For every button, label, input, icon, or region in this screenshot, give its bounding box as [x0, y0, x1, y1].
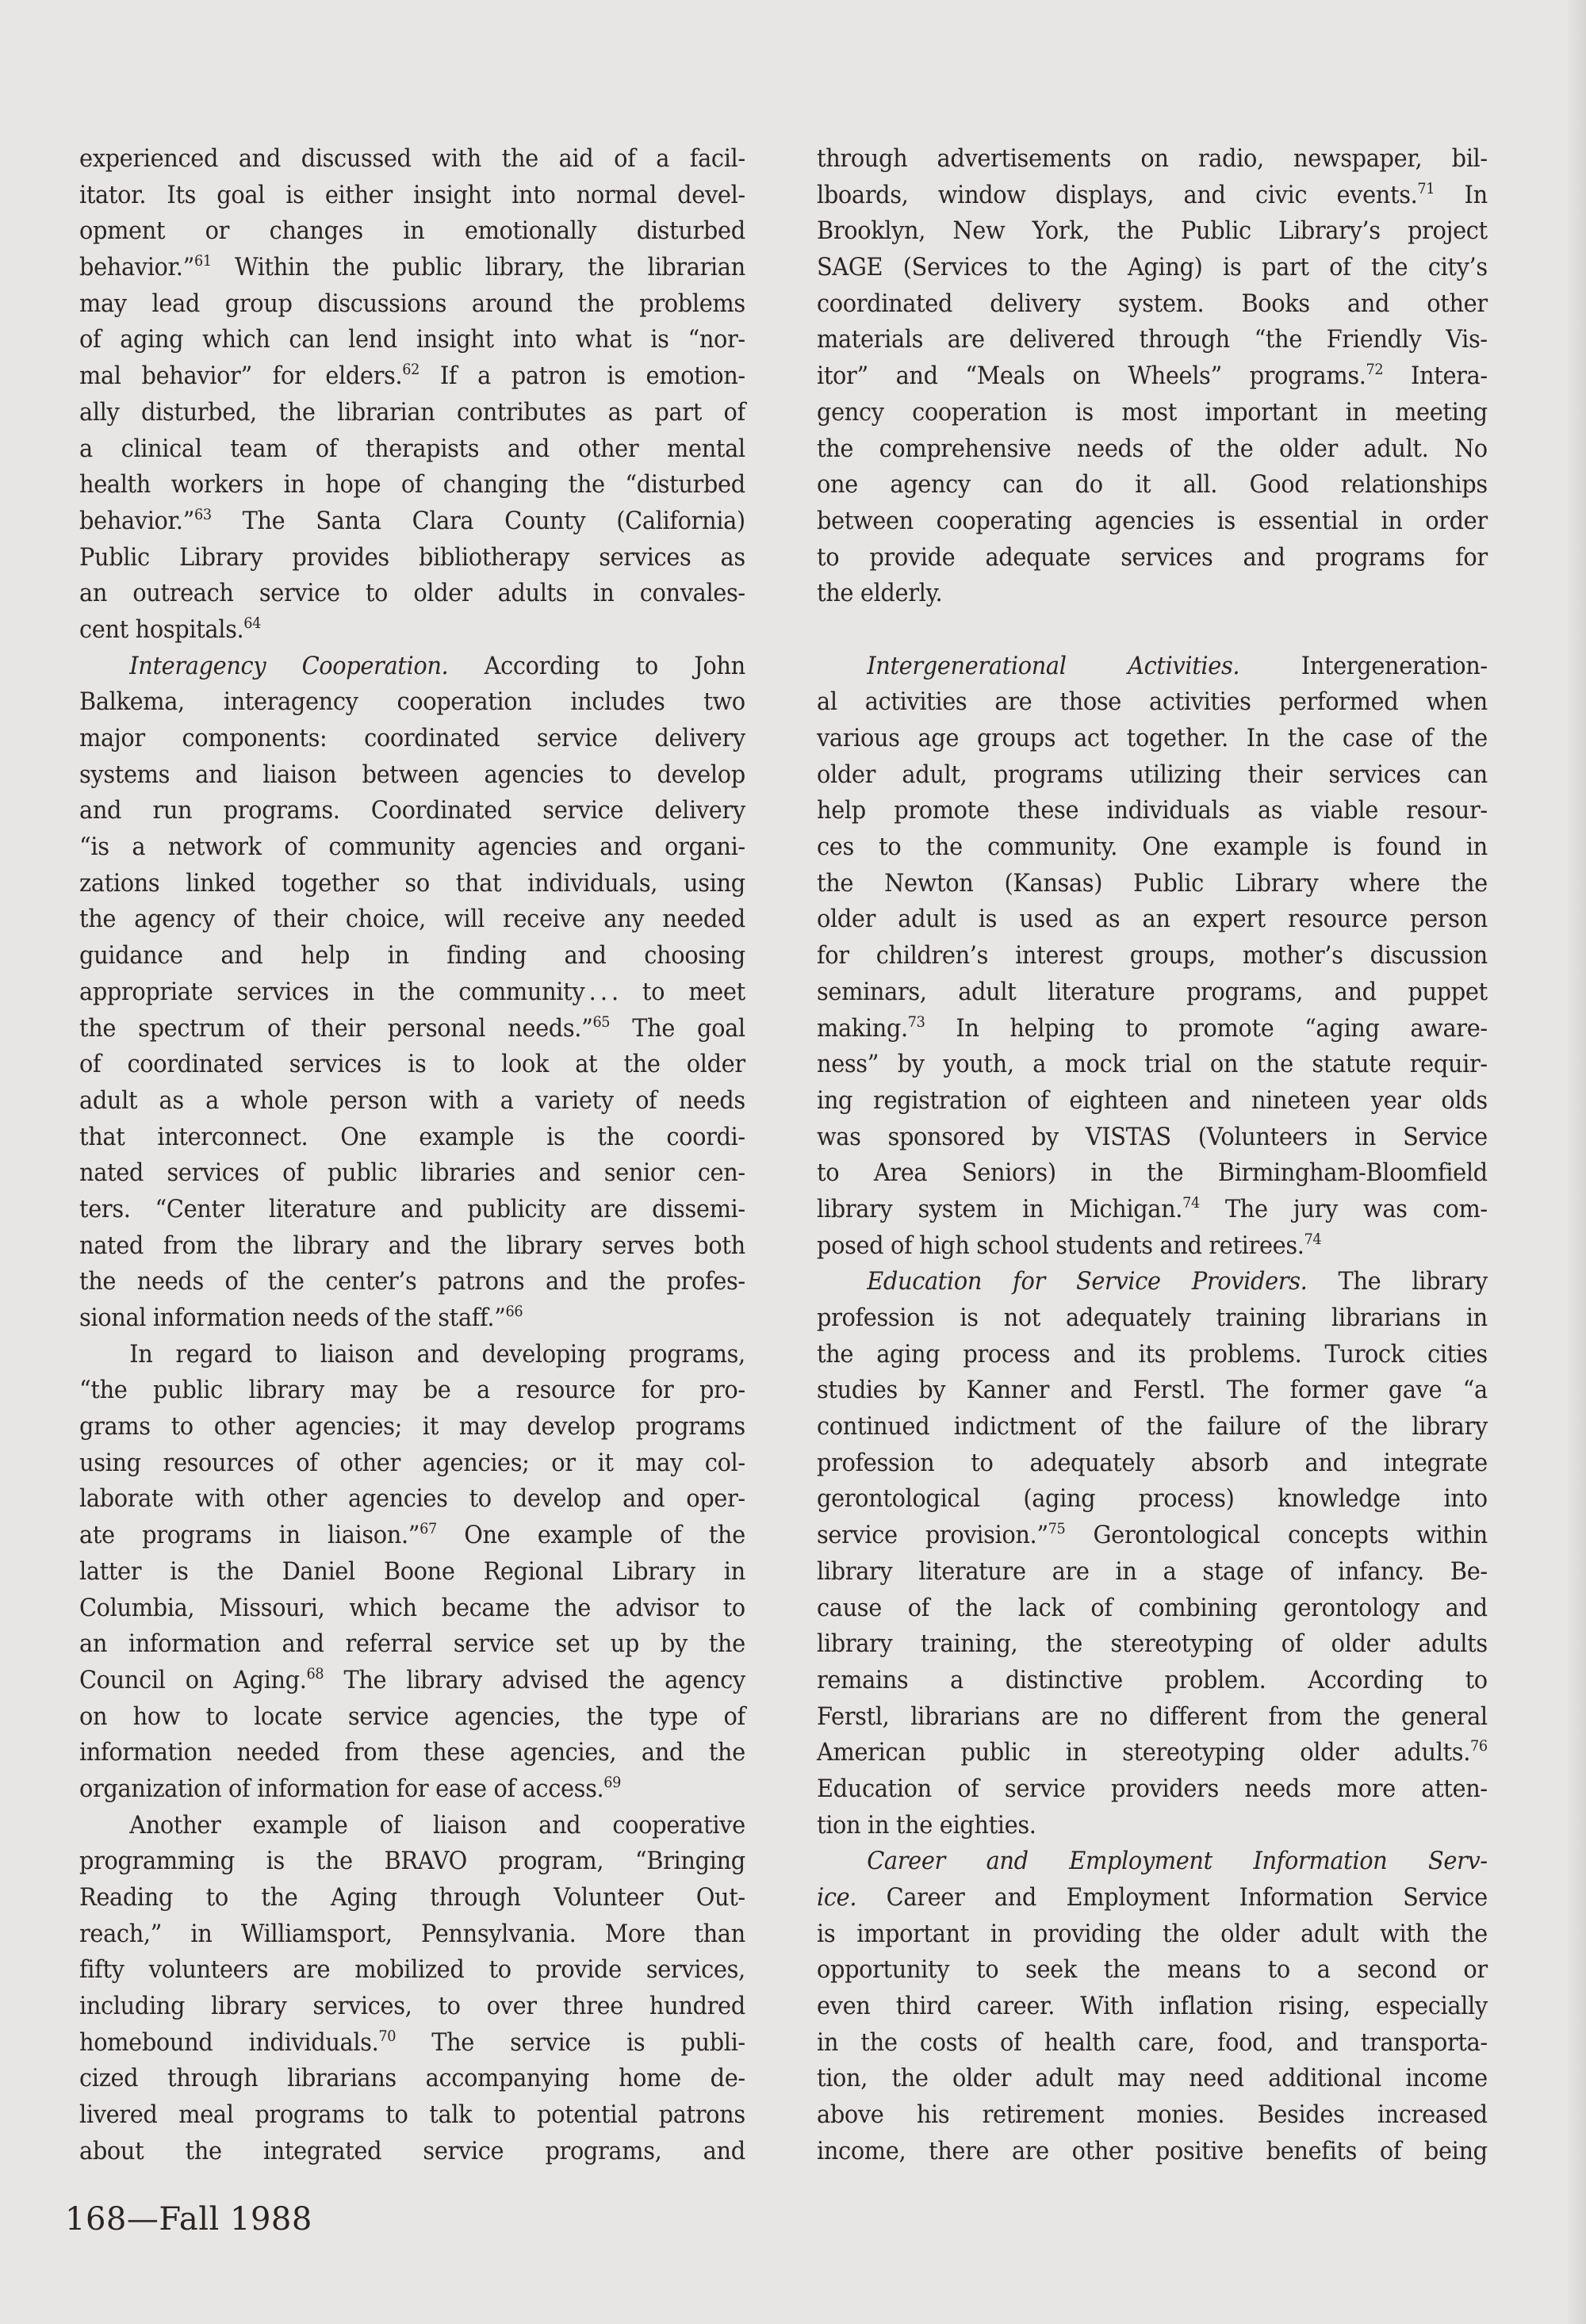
- footnote-reference: 73: [907, 1013, 925, 1031]
- text-line: [79, 2025, 745, 2062]
- text-line: [817, 1373, 1488, 1409]
- text-line: [817, 1337, 1488, 1373]
- text-line: [79, 938, 745, 974]
- line-text: of coordinated services is to look at the older: [79, 1050, 745, 1079]
- line-text: profession is not adequately training librarians in: [817, 1304, 1488, 1332]
- line-text: SAGE (Services to the Aging) is part of the city’s: [817, 253, 1488, 282]
- line-text: gerontological (aging process) knowledge into: [817, 1484, 1488, 1514]
- footnote-reference: 70: [378, 2027, 396, 2045]
- text-line: [817, 938, 1488, 974]
- line-text: ness” by youth, a mock trial on the statute requir-: [817, 1050, 1488, 1079]
- line-text: on how to locate service agencies, the type of: [79, 1702, 745, 1731]
- line-text: mal behavior” for elders.: [79, 362, 403, 391]
- run-in-heading: Education for Service Providers.: [867, 1267, 1308, 1296]
- text-line: [817, 431, 1488, 468]
- text-line: [79, 829, 745, 866]
- line-text: in the costs of health care, food, and transporta-: [817, 2027, 1488, 2057]
- footnote-reference: 69: [603, 1773, 622, 1791]
- line-text: posed of high school students and retirees.: [817, 1231, 1304, 1260]
- line-text: al activities are those activities performed when: [817, 687, 1488, 717]
- line-text: “the public library may be a resource for pro-: [79, 1376, 745, 1405]
- text-line: [79, 1228, 745, 1265]
- line-text: Reading to the Aging through Volunteer Out-: [79, 1883, 745, 1912]
- text-line: [817, 1445, 1488, 1482]
- line-text: the elderly.: [817, 579, 943, 608]
- line-text: for children’s interest groups, mother’s discussion: [817, 941, 1488, 971]
- line-text: According to John: [448, 651, 745, 680]
- text-line: [79, 1481, 745, 1518]
- line-text: In helping to promote “aging aware-: [925, 1013, 1488, 1043]
- line-text: making.: [817, 1013, 908, 1043]
- text-line: [817, 866, 1488, 902]
- text-line: [817, 1518, 1488, 1554]
- line-text: profession to adequately absorb and integrate: [817, 1448, 1488, 1477]
- text-line: [79, 213, 745, 250]
- text-line: [79, 1011, 745, 1047]
- text-line: [79, 467, 745, 503]
- section-run-in-heading-line: [817, 1844, 1488, 1880]
- line-text: ate programs in liaison.”: [79, 1521, 420, 1550]
- line-text: The library advised the agency: [324, 1665, 745, 1694]
- text-line: [79, 1337, 745, 1373]
- line-text: cause of the lack of combining gerontology and: [817, 1593, 1488, 1622]
- line-text: “is a network of community agencies and organi-: [79, 833, 745, 862]
- line-text: an information and referral service set up by the: [79, 1629, 745, 1659]
- line-text: is important in providing the older adult with the: [817, 1919, 1488, 1948]
- text-line: [817, 1916, 1488, 1953]
- text-line: [817, 395, 1488, 431]
- text-line: [817, 721, 1488, 757]
- text-line: [817, 974, 1488, 1011]
- line-text: The library: [1307, 1267, 1488, 1296]
- text-line: [79, 358, 745, 395]
- line-text: nated from the library and the library serves both: [79, 1231, 745, 1260]
- text-line: [817, 2061, 1488, 2097]
- run-in-heading: Interagency Cooperation.: [129, 651, 449, 680]
- line-text: the comprehensive needs of the older adult. No: [817, 434, 1488, 463]
- line-text: the needs of the center’s patrons and the profes-: [79, 1267, 745, 1296]
- text-line: [79, 1445, 745, 1482]
- line-text: homebound individuals.: [79, 2027, 379, 2057]
- line-text: Balkema, interagency cooperation includes two: [79, 687, 745, 717]
- line-text: Within the public library, the librarian: [211, 253, 745, 282]
- right-column: [817, 141, 1488, 2170]
- text-line: [79, 1300, 745, 1337]
- line-text: systems and liaison between agencies to develop: [79, 760, 745, 789]
- line-text: One example of the: [436, 1521, 745, 1550]
- text-line: [79, 1699, 745, 1736]
- line-text: Education of service providers needs more atten-: [817, 1774, 1488, 1803]
- line-text: cized through librarians accompanying home de-: [79, 2064, 745, 2093]
- text-line: [817, 322, 1488, 358]
- footnote-reference: 72: [1366, 361, 1384, 379]
- line-text: The Santa Clara County (California): [211, 506, 745, 535]
- line-text: livered meal programs to talk to potential patrons: [79, 2100, 745, 2130]
- line-text: lboards, window displays, and civic events.: [817, 180, 1418, 209]
- line-text: The goal: [610, 1013, 745, 1043]
- text-line: [79, 1047, 745, 1083]
- footnote-reference: 71: [1417, 179, 1435, 197]
- text-line: [817, 1880, 1488, 1916]
- line-text: itor” and “Meals on Wheels” programs.: [817, 362, 1366, 391]
- line-text: to Area Seniors) in the Birmingham-Bloomfield: [817, 1158, 1488, 1188]
- text-line: [817, 1735, 1488, 1771]
- text-line: [79, 1083, 745, 1120]
- line-text: If a patron is emotion-: [419, 362, 745, 391]
- text-line: [79, 1880, 745, 1916]
- line-text: tion in the eighties.: [817, 1810, 1036, 1840]
- line-text: opment or changes in emotionally disturbed: [79, 216, 745, 246]
- line-text: opportunity to seek the means to a second or: [817, 1955, 1488, 1985]
- text-line: [79, 2097, 745, 2134]
- line-text: experienced and discussed with the aid of a facil-: [79, 144, 745, 173]
- text-line: [79, 1192, 745, 1228]
- footnote-reference: 68: [306, 1664, 324, 1683]
- line-text: about the integrated service programs, and: [79, 2136, 745, 2165]
- line-text: zations linked together so that individuals, using: [79, 868, 745, 898]
- text-line: [79, 793, 745, 829]
- footnote-reference: 67: [419, 1520, 437, 1538]
- text-line: [817, 1808, 1488, 1844]
- line-text: organization of information for ease of access.: [79, 1774, 604, 1803]
- line-text: materials are delivered through “the Friendly Vis-: [817, 325, 1488, 354]
- footnote-reference: 66: [505, 1303, 523, 1320]
- line-text: using resources of other agencies; or it may col-: [79, 1448, 745, 1477]
- text-line: [817, 1228, 1488, 1265]
- text-line: [79, 1373, 745, 1409]
- text-line: [79, 250, 745, 286]
- footnote-reference: 76: [1470, 1737, 1488, 1755]
- line-text: laborate with other agencies to develop and oper-: [79, 1484, 745, 1514]
- page-edge-shadow: [1569, 0, 1586, 2324]
- text-line: [817, 1155, 1488, 1192]
- text-line: [817, 286, 1488, 323]
- line-text: Ferstl, librarians are no different from the general: [817, 1702, 1488, 1731]
- text-line: [79, 721, 745, 757]
- line-text: including library services, to over three hundred: [79, 1992, 745, 2021]
- text-line: [817, 1554, 1488, 1591]
- line-text: the spectrum of their personal needs.”: [79, 1013, 593, 1043]
- text-line: [79, 1735, 745, 1771]
- text-line: [817, 1120, 1488, 1156]
- text-line: [817, 1952, 1488, 1989]
- line-text: American public in stereotyping older adults.: [817, 1738, 1471, 1767]
- text-line: [817, 141, 1488, 178]
- text-line: [79, 1554, 745, 1591]
- text-line: [817, 1663, 1488, 1699]
- text-line: [79, 2061, 745, 2097]
- line-text: older adult is used as an expert resource person: [817, 905, 1488, 934]
- text-line: [817, 250, 1488, 286]
- line-text: major components: coordinated service delivery: [79, 724, 745, 752]
- text-line: [817, 1083, 1488, 1120]
- text-line: [817, 213, 1488, 250]
- text-line: [79, 286, 745, 323]
- text-line: [79, 612, 745, 649]
- line-text: behavior.”: [79, 253, 194, 282]
- line-text: ters. “Center literature and publicity are dissemi-: [79, 1194, 745, 1223]
- text-line: [817, 902, 1488, 938]
- line-text: one agency can do it all. Good relationships: [817, 470, 1488, 500]
- line-text: In regard to liaison and developing programs,: [129, 1339, 745, 1369]
- text-line: [79, 2134, 745, 2170]
- footnote-reference: 75: [1048, 1520, 1066, 1538]
- line-text: Columbia, Missouri, which became the advisor to: [79, 1593, 745, 1622]
- line-text: of aging which can lend insight into what is “nor-: [79, 325, 745, 354]
- run-in-heading: Intergenerational Activities.: [867, 651, 1240, 680]
- line-text: Brooklyn, New York, the Public Library’s project: [817, 216, 1488, 246]
- line-text: library training, the stereotyping of older adults: [817, 1629, 1488, 1659]
- line-text: was sponsored by VISTAS (Volunteers in Service: [817, 1122, 1488, 1151]
- line-text: through advertisements on radio, newspaper, bil-: [817, 144, 1488, 173]
- line-text: and run programs. Coordinated service delivery: [79, 796, 745, 825]
- line-text: reach,” in Williamsport, Pennsylvania. More than: [79, 1919, 745, 1948]
- footnote-reference: 62: [402, 361, 419, 379]
- text-line: [817, 1011, 1488, 1047]
- line-text: cent hospitals.: [79, 615, 244, 644]
- text-line: [79, 1771, 745, 1808]
- line-text: Public Library provides bibliotherapy services as: [79, 542, 745, 572]
- line-text: grams to other agencies; it may develop programs: [79, 1412, 745, 1441]
- line-text: health workers in hope of changing the “disturbed: [79, 470, 745, 500]
- section-run-in-heading-line: [817, 649, 1488, 685]
- text-line: [79, 1663, 745, 1699]
- left-column: [79, 141, 745, 2170]
- text-line: [79, 974, 745, 1011]
- line-text: programming is the BRAVO program, “Bringing: [79, 1847, 745, 1876]
- text-line: [817, 793, 1488, 829]
- section-run-in-heading-line: [79, 649, 745, 685]
- text-line: [79, 431, 745, 468]
- line-text: may lead group discussions around the problems: [79, 289, 745, 318]
- line-text: guidance and help in finding and choosing: [79, 941, 745, 971]
- line-text: ally disturbed, the librarian contributes as part of: [79, 397, 745, 427]
- text-line: [817, 1047, 1488, 1083]
- text-line: [79, 866, 745, 902]
- text-line: [79, 1989, 745, 2025]
- line-text: appropriate services in the community . . . to meet: [79, 977, 745, 1006]
- text-line: [817, 1300, 1488, 1337]
- line-text: the agency of their choice, will receive any needed: [79, 905, 745, 934]
- text-line: [79, 1626, 745, 1663]
- text-line: [79, 1952, 745, 1989]
- text-line: [79, 1844, 745, 1880]
- line-text: help promote these individuals as viable resour-: [817, 796, 1488, 825]
- line-text: Another example of liaison and cooperative: [129, 1810, 745, 1840]
- text-line: [817, 1409, 1488, 1445]
- text-line: [79, 1155, 745, 1192]
- text-line: [817, 829, 1488, 866]
- line-text: income, there are other positive benefits of being: [817, 2136, 1488, 2165]
- line-text: ces to the community. One example is found in: [817, 833, 1488, 862]
- line-text: seminars, adult literature programs, and puppet: [817, 977, 1488, 1006]
- line-text: Intera-: [1383, 362, 1488, 391]
- text-line: [817, 358, 1488, 395]
- line-text: above his retirement monies. Besides increased: [817, 2100, 1488, 2130]
- text-line: [79, 503, 745, 540]
- text-line: [817, 757, 1488, 794]
- footnote-reference: 61: [193, 252, 212, 270]
- run-in-heading: Career and Employment Information Serv-: [867, 1847, 1488, 1876]
- text-line: [79, 1916, 745, 1953]
- line-text: service provision.”: [817, 1521, 1048, 1550]
- line-text: the aging process and its problems. Turock cities: [817, 1339, 1488, 1369]
- page-footer-folio: 168—Fall 1988: [65, 2201, 312, 2238]
- line-text: information needed from these agencies, and the: [79, 1738, 745, 1767]
- line-text: studies by Kanner and Ferstl. The former gave “a: [817, 1376, 1488, 1405]
- text-line: [79, 395, 745, 431]
- line-text: The service is publi-: [396, 2027, 745, 2057]
- text-line: [79, 178, 745, 214]
- line-text: to provide adequate services and programs for: [817, 542, 1488, 572]
- line-text: latter is the Daniel Boone Regional Library in: [79, 1556, 745, 1586]
- text-line: [817, 467, 1488, 503]
- line-text: Intergeneration-: [1239, 651, 1488, 680]
- line-text: ing registration of eighteen and nineteen year olds: [817, 1085, 1488, 1115]
- text-line: [79, 1518, 745, 1554]
- line-text: nated services of public libraries and senior cen-: [79, 1158, 745, 1188]
- line-text: The jury was com-: [1199, 1194, 1488, 1223]
- line-text: that interconnect. One example is the coordi-: [79, 1122, 745, 1151]
- text-line: [817, 178, 1488, 214]
- text-line: [79, 1409, 745, 1445]
- text-line: [817, 2025, 1488, 2062]
- line-text: coordinated delivery system. Books and other: [817, 289, 1488, 318]
- text-line: [817, 1699, 1488, 1736]
- text-line: [79, 902, 745, 938]
- line-text: sional information needs of the staff.”: [79, 1304, 506, 1332]
- text-line: [817, 1771, 1488, 1808]
- line-text: library system in Michigan.: [817, 1194, 1183, 1223]
- paragraph-gap: [817, 612, 1488, 649]
- line-text: In: [1435, 180, 1488, 209]
- text-line: [79, 576, 745, 612]
- line-text: Career and Employment Information Service: [856, 1883, 1488, 1912]
- text-line: [79, 1808, 745, 1844]
- line-text: behavior.”: [79, 506, 194, 535]
- text-line: [817, 540, 1488, 576]
- footnote-reference: 74: [1304, 1230, 1322, 1248]
- text-line: [79, 1264, 745, 1300]
- text-line: [817, 1192, 1488, 1228]
- text-line: [817, 1626, 1488, 1663]
- line-text: between cooperating agencies is essential in order: [817, 506, 1488, 535]
- line-text: Gerontological concepts within: [1065, 1521, 1488, 1550]
- line-text: gency cooperation is most important in meeting: [817, 397, 1488, 427]
- text-line: [817, 576, 1488, 612]
- text-line: [79, 757, 745, 794]
- line-text: remains a distinctive problem. According to: [817, 1665, 1488, 1694]
- line-text: itator. Its goal is either insight into normal devel-: [79, 180, 745, 209]
- text-line: [817, 1989, 1488, 2025]
- line-text: even third career. With inflation rising, especially: [817, 1992, 1488, 2021]
- line-text: continued indictment of the failure of the library: [817, 1412, 1488, 1441]
- section-run-in-heading-line: [817, 1264, 1488, 1300]
- text-line: [79, 540, 745, 576]
- line-text: tion, the older adult may need additional income: [817, 2064, 1488, 2093]
- line-text: the Newton (Kansas) Public Library where the: [817, 868, 1488, 898]
- line-text: a clinical team of therapists and other mental: [79, 434, 745, 463]
- line-text: fifty volunteers are mobilized to provide services,: [79, 1955, 745, 1985]
- text-line: [79, 141, 745, 178]
- footnote-reference: 74: [1182, 1193, 1200, 1212]
- line-text: various age groups act together. In the case of the: [817, 724, 1488, 752]
- text-line: [79, 322, 745, 358]
- footnote-reference: 63: [193, 505, 212, 523]
- footnote-reference: 65: [592, 1013, 611, 1031]
- text-line: [817, 2134, 1488, 2170]
- footnote-reference: 64: [243, 614, 262, 632]
- run-in-heading: ice.: [817, 1883, 857, 1912]
- text-line: [817, 1481, 1488, 1518]
- line-text: library literature are in a stage of infancy. Be-: [817, 1556, 1488, 1586]
- text-line: [817, 684, 1488, 721]
- text-line: [79, 1591, 745, 1627]
- text-line: [79, 684, 745, 721]
- line-text: adult as a whole person with a variety of needs: [79, 1085, 745, 1115]
- line-text: an outreach service to older adults in convales-: [79, 579, 745, 608]
- line-text: older adult, programs utilizing their services can: [817, 760, 1488, 789]
- text-line: [817, 1591, 1488, 1627]
- line-text: Council on Aging.: [79, 1665, 307, 1694]
- text-line: [817, 503, 1488, 540]
- text-line: [817, 2097, 1488, 2134]
- text-line: [79, 1120, 745, 1156]
